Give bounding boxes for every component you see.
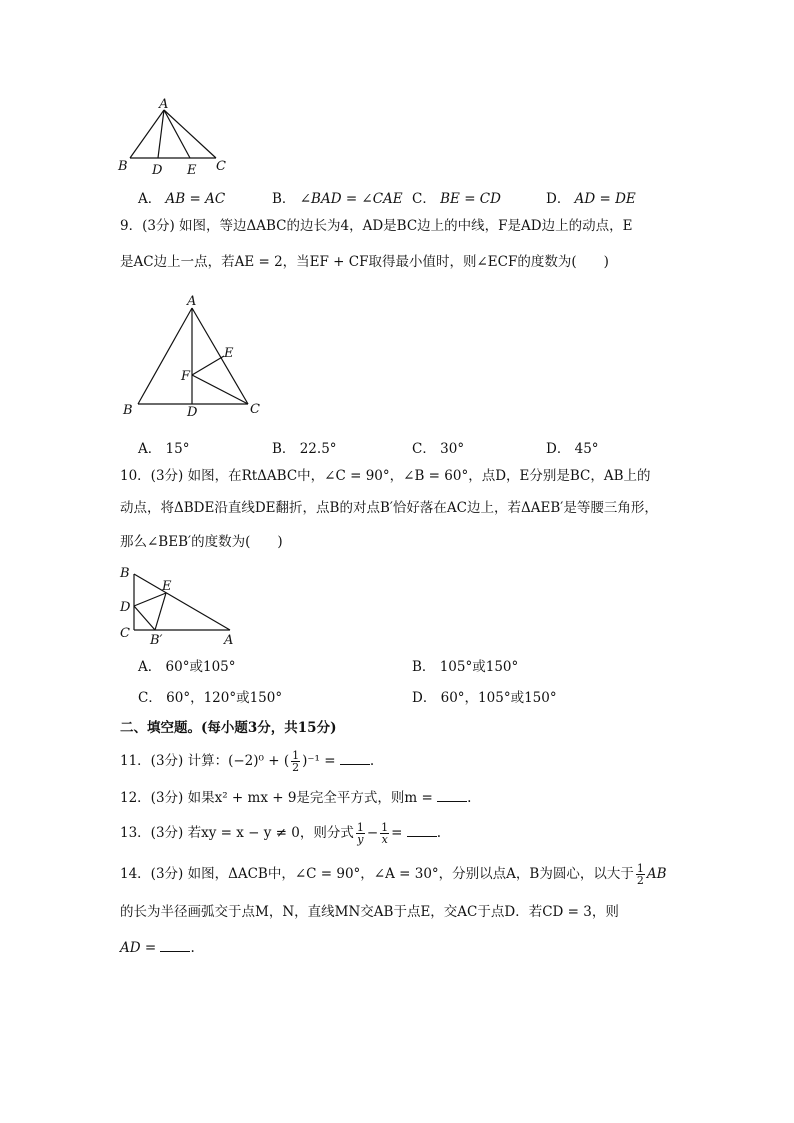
- q9-option-b-key: B．: [272, 441, 296, 457]
- q11-suffix: )⁻¹ =: [302, 753, 336, 769]
- q10-text-line3: 那么∠BEB′的度数为( ): [120, 534, 283, 550]
- q14-line1-post: AB: [646, 866, 667, 882]
- q10-text-line2: 动点，将ΔBDE沿直线DE翻折，点B的对点B′恰好落在AC边上，若ΔAEB′是等腰三角形，: [120, 500, 658, 516]
- q14-line2: 的长为半径画弧交于点M，N，直线MN交AB于点E，交AC于点D．若CD = 3，则: [120, 904, 619, 920]
- q8-option-c-key: C．: [412, 191, 436, 207]
- q11: [120, 750, 374, 773]
- q10-option-d: [412, 686, 557, 706]
- q10-option-b-key: B．: [412, 659, 436, 675]
- q8-option-a-text: AB = AC: [165, 191, 226, 207]
- q9-label-D: D: [187, 405, 198, 420]
- q13: [120, 822, 441, 845]
- q10-option-c-key: C．: [138, 690, 162, 706]
- q9-option-c-text: 30°: [440, 441, 465, 457]
- q13-fraction-2-den: x: [381, 833, 388, 846]
- q13-end: .: [436, 825, 442, 841]
- q10-option-a-key: A．: [138, 659, 162, 675]
- q13-fraction-1: [356, 822, 365, 845]
- q13-fraction-2-num: 1: [381, 821, 389, 834]
- q14-fraction-den: 2: [636, 874, 644, 887]
- q9-option-a-key: A．: [138, 441, 162, 457]
- q8-option-a: [138, 187, 225, 207]
- q9-option-d-key: D．: [546, 441, 571, 457]
- q10-label-B1: B′: [150, 633, 163, 646]
- q9-option-c-key: C．: [412, 441, 436, 457]
- q9-label-B: B: [123, 403, 133, 418]
- q11-fraction-den: 2: [292, 761, 300, 774]
- q9-option-b-text: 22.5°: [299, 441, 337, 457]
- q11-fraction-num: 1: [292, 749, 300, 762]
- q10-option-b-text: 105°或150°: [439, 659, 519, 675]
- q9-text-line1: 9．(3分) 如图，等边ΔABC的边长为4，AD是BC边上的中线，F是AD边上的动点，E: [120, 218, 633, 234]
- q14-line1: [120, 863, 667, 886]
- q10-text-line1: 10．(3分) 如图，在RtΔABC中，∠C = 90°，∠B = 60°，点D，E分别是BC，AB上的: [120, 468, 651, 484]
- q11-answer-blank[interactable]: [340, 752, 370, 765]
- q8-option-b-key: B．: [272, 191, 296, 207]
- q10-option-c-text: 60°，120°或150°: [166, 690, 283, 706]
- q11-fraction: [291, 750, 300, 773]
- q10-figure: [114, 562, 244, 646]
- q8-option-c: [412, 187, 501, 207]
- q10-label-C: C: [120, 626, 130, 641]
- q8-option-b-text: ∠BAD = ∠CAE: [299, 191, 403, 207]
- q10-option-d-key: D．: [412, 690, 437, 706]
- q9-option-b: [272, 437, 337, 457]
- q8-figure: [112, 96, 232, 178]
- q9-figure: [118, 290, 268, 422]
- q13-minus: −: [366, 825, 379, 841]
- q10-option-a-text: 60°或105°: [165, 659, 236, 675]
- q14-line3: [120, 938, 195, 958]
- q13-fraction-2: [380, 822, 389, 845]
- q11-end: .: [369, 753, 375, 769]
- q14-fraction: [636, 863, 645, 886]
- q10-label-A: A: [224, 633, 234, 646]
- q12-answer-blank[interactable]: [437, 789, 467, 802]
- q12-prefix: 12．(3分) 如果x² + mx + 9是完全平方式，则m =: [120, 790, 433, 806]
- q8-label-A: A: [159, 97, 169, 112]
- q10-option-d-text: 60°，105°或150°: [440, 690, 557, 706]
- q10-label-B: B: [120, 566, 130, 581]
- q12: [120, 788, 471, 808]
- q9-label-F: F: [181, 369, 191, 384]
- q8-label-B: B: [118, 159, 128, 174]
- q10-option-a: [138, 655, 236, 675]
- q13-prefix: 13．(3分) 若xy = x − y ≠ 0，则分式: [120, 825, 354, 841]
- q14-fraction-num: 1: [636, 862, 644, 875]
- q9-option-c: [412, 437, 464, 457]
- q8-label-E: E: [187, 163, 197, 178]
- q13-fraction-1-num: 1: [356, 821, 364, 834]
- q11-prefix: 11．(3分) 计算：(−2)⁰ + (: [120, 753, 290, 769]
- q9-option-a: [138, 437, 189, 457]
- q9-option-d: [546, 437, 599, 457]
- q10-option-b: [412, 655, 518, 675]
- q9-label-E: E: [224, 346, 234, 361]
- q13-fraction-1-den: y: [357, 833, 364, 846]
- q14-line1-pre: 14．(3分) 如图，ΔACB中，∠C = 90°，∠A = 30°，分别以点A，B为圆心，以大于: [120, 866, 634, 882]
- q8-option-d-text: AD = DE: [574, 191, 636, 207]
- q8-option-c-text: BE = CD: [440, 191, 501, 207]
- q12-end: .: [467, 790, 472, 806]
- q9-label-A: A: [187, 294, 197, 309]
- q13-eq: =: [391, 825, 403, 841]
- q9-label-C: C: [250, 402, 260, 417]
- q13-answer-blank[interactable]: [407, 824, 437, 837]
- q10-label-E: E: [162, 579, 172, 594]
- q14-answer-blank[interactable]: [160, 939, 190, 952]
- q9-text-line2: 是AC边上一点，若AE = 2，当EF + CF取得最小值时，则∠ECF的度数为( ): [120, 254, 609, 270]
- q9-option-a-text: 15°: [165, 441, 190, 457]
- section-2-title: 二、填空题。(每小题3分，共15分): [120, 720, 337, 736]
- q8-option-a-key: A．: [138, 191, 162, 207]
- q8-option-b: [272, 187, 403, 207]
- q8-option-d: [546, 187, 636, 207]
- q8-label-C: C: [216, 159, 226, 174]
- q8-option-d-key: D．: [546, 191, 571, 207]
- q8-label-D: D: [152, 163, 163, 178]
- q10-label-D: D: [120, 600, 131, 615]
- q14-end: .: [190, 940, 195, 956]
- q10-option-c: [138, 686, 282, 706]
- q14-line3-text: AD =: [120, 940, 157, 956]
- q9-option-d-text: 45°: [574, 441, 599, 457]
